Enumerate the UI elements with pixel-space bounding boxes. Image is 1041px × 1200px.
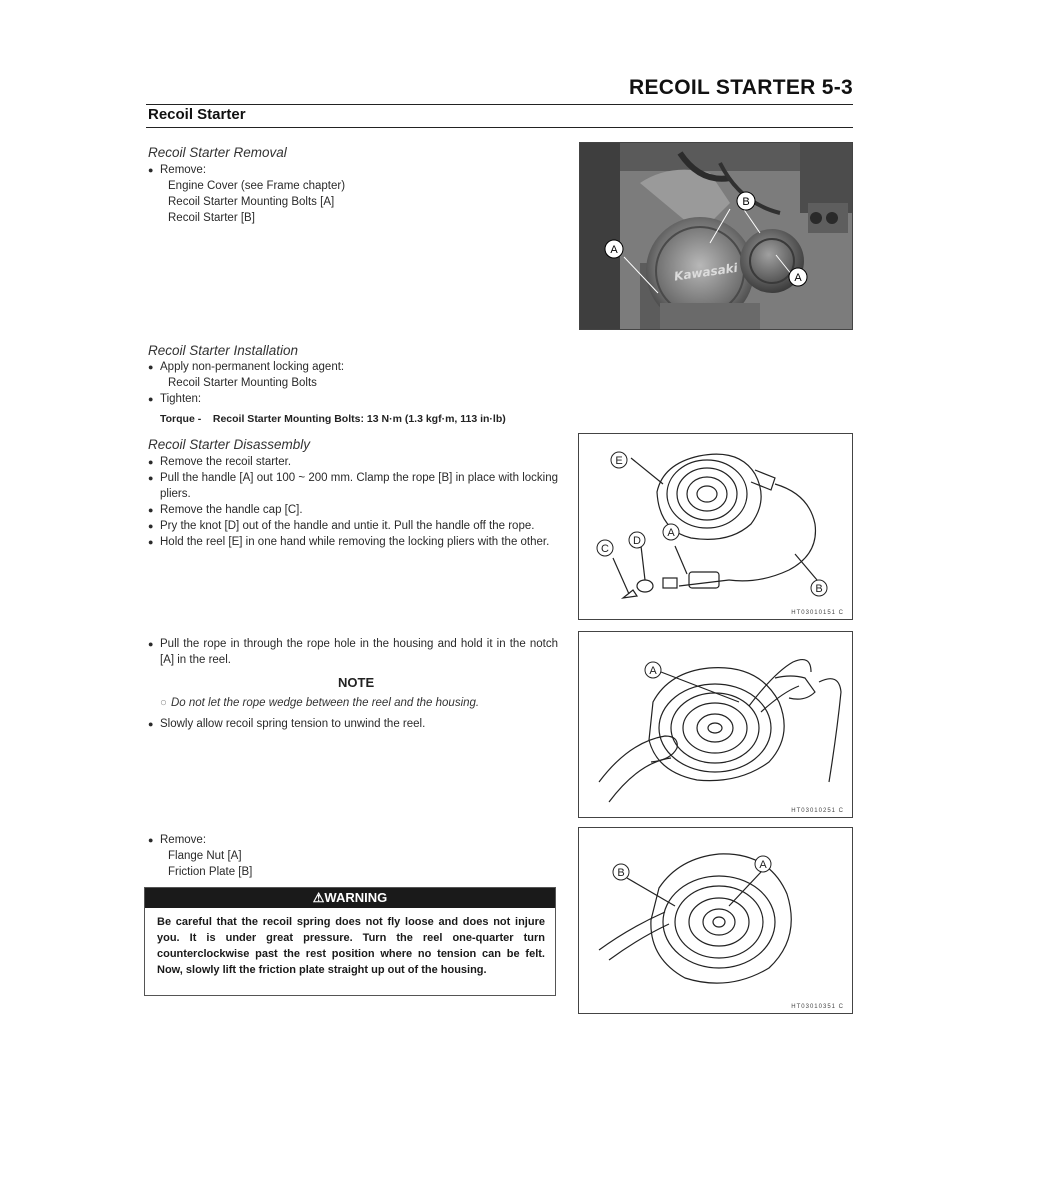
- remove-flange-item: Friction Plate [B]: [168, 866, 253, 878]
- figure-friction-plate: [578, 827, 853, 1014]
- recoil-starter-drawing: [579, 434, 852, 619]
- warning-bar: [145, 888, 555, 908]
- fig1-callout-b: [811, 580, 827, 596]
- photo-callout-a-right: [789, 268, 807, 286]
- svg-text:B: B: [815, 583, 823, 595]
- svg-text:D: D: [633, 535, 641, 547]
- removal-item: Recoil Starter [B]: [168, 212, 255, 224]
- slowly-bullet: ● Slowly allow recoil spring tension to unwind the reel.: [148, 716, 558, 732]
- page-header: RECOIL STARTER 5-3: [629, 76, 853, 99]
- figure-code: HT03010251 C: [791, 808, 844, 814]
- svg-text:C: C: [601, 543, 609, 555]
- warning-box: [144, 887, 556, 996]
- svg-text:A: A: [794, 272, 802, 284]
- warning-title: WARNING: [324, 890, 388, 905]
- disassembly-title: Recoil Starter Disassembly: [148, 437, 311, 452]
- figure-code: HT03010351 C: [791, 1004, 844, 1010]
- installation-item: Recoil Starter Mounting Bolts: [168, 377, 317, 389]
- section-rule: [146, 127, 853, 128]
- fig1-callout-e: [611, 452, 627, 468]
- circle-bullet-icon: ○: [160, 697, 167, 709]
- photo-figure: [579, 142, 853, 330]
- disassembly-bullet: ● Pull the handle [A] out 100 ~ 200 mm. Clamp the rope [B] in place with locking pliers.: [148, 470, 558, 502]
- svg-text:Kawasaki: Kawasaki: [673, 260, 739, 284]
- rope-notch-drawing: [579, 632, 852, 817]
- note-heading: NOTE: [338, 675, 375, 690]
- disassembly-block: [148, 454, 558, 550]
- remove-flange-item: Flange Nut [A]: [168, 850, 242, 862]
- note-text: Do not let the rope wedge between the reel and the housing.: [170, 697, 480, 709]
- fig2-callout-a: [645, 662, 661, 678]
- disassembly-bullet: ● Pry the knot [D] out of the handle and untie it. Pull the handle off the rope.: [148, 518, 558, 534]
- torque-spec: Torque - Recoil Starter Mounting Bolts: 13 N·m (1.3 kgf·m, 113 in·lb): [160, 413, 506, 425]
- fig1-callout-d: [629, 532, 645, 548]
- fig3-callout-a: [755, 856, 771, 872]
- pull-rope-block: [148, 636, 558, 668]
- installation-title: Recoil Starter Installation: [148, 343, 299, 358]
- friction-plate-drawing: [579, 828, 852, 1013]
- svg-text:B: B: [617, 867, 625, 879]
- note-text-row: [160, 697, 479, 709]
- disassembly-bullet: ● Hold the reel [E] in one hand while removing the locking pliers with the other.: [148, 534, 558, 550]
- remove-flange-bullet: ● Remove:: [148, 832, 558, 848]
- remove-flange-block: [148, 832, 558, 880]
- removal-title: Recoil Starter Removal: [148, 145, 287, 160]
- installation-bullet: ● Tighten:: [148, 391, 558, 407]
- header-rule: [146, 104, 853, 105]
- figure-rope-notch: [578, 631, 853, 818]
- svg-text:A: A: [649, 665, 657, 677]
- removal-item: Recoil Starter Mounting Bolts [A]: [168, 196, 335, 208]
- disassembly-bullet: ● Remove the handle cap [C].: [148, 502, 558, 518]
- section-title: Recoil Starter: [148, 106, 246, 123]
- svg-text:E: E: [615, 455, 623, 467]
- fig3-callout-b: [613, 864, 629, 880]
- fig1-callout-c: [597, 540, 613, 556]
- figure-code: HT03010151 C: [791, 610, 844, 616]
- figure-recoil-disassembly: [578, 433, 853, 620]
- warning-triangle-icon: ⚠: [312, 890, 325, 905]
- fig1-callout-a: [663, 524, 679, 540]
- installation-bullet: ● Apply non-permanent locking agent:: [148, 359, 558, 375]
- pull-rope-bullet: ● Pull the rope in through the rope hole in the housing and hold it in the notch [A] in the reel.: [148, 636, 558, 668]
- photo-callout-b: [737, 192, 755, 210]
- removal-block: [148, 162, 558, 226]
- disassembly-bullet: ● Remove the recoil starter.: [148, 454, 558, 470]
- svg-text:A: A: [610, 244, 618, 256]
- installation-block: [148, 359, 558, 407]
- svg-text:A: A: [759, 859, 767, 871]
- removal-item: Engine Cover (see Frame chapter): [168, 180, 346, 192]
- photo-callout-a-left: [605, 240, 623, 258]
- slowly-block: [148, 716, 558, 732]
- engine-photo-drawing: [580, 143, 852, 329]
- svg-text:A: A: [667, 527, 675, 539]
- removal-bullet: ● Remove:: [148, 162, 558, 178]
- warning-text: Be careful that the recoil spring does not fly loose and does not injure you. It is under great pressure. Turn the reel one-quarter turn counterclockwise past the rest position where no tension can be felt. Now, slowly lift the friction plate straight up out of the housing.: [157, 916, 545, 976]
- svg-text:B: B: [742, 196, 750, 208]
